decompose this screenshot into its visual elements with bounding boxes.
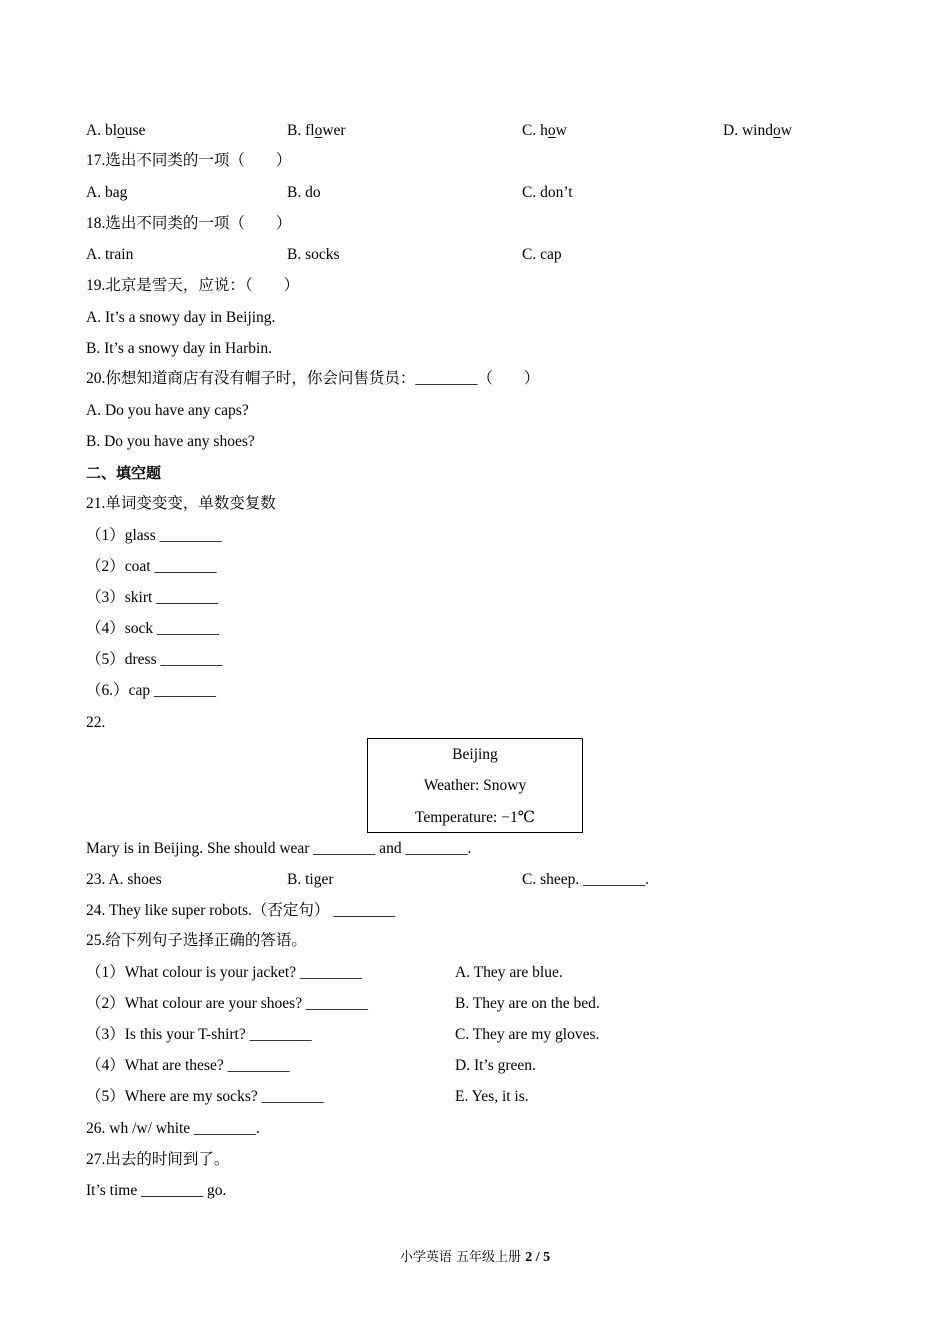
q16-option-b: B. flower — [287, 122, 346, 139]
q23-option-b: B. tiger — [287, 871, 334, 888]
weather-condition: Weather: Snowy — [423, 777, 527, 794]
q26-text: 26. wh /w/ white ________. — [86, 1120, 260, 1137]
q19-stem: 19.北京是雪天，应说：（ ） — [86, 277, 300, 294]
q17-option-a: A. bag — [86, 184, 128, 201]
q23-option-c: C. sheep. ________. — [522, 871, 650, 888]
q17-option-b: B. do — [287, 184, 321, 201]
q25-answer: D. It’s green. — [455, 1057, 536, 1074]
q25-question: （1）What colour is your jacket? ________ — [86, 964, 362, 981]
weather-city: Beijing — [452, 746, 498, 763]
q22-number: 22. — [86, 714, 106, 731]
q25-answer: C. They are my gloves. — [455, 1026, 600, 1043]
weather-temperature: Temperature: −1℃ — [414, 809, 536, 826]
q18-stem: 18.选出不同类的一项（ ） — [86, 215, 292, 232]
footer-subject: 小学英语 五年级上册 — [399, 1250, 526, 1265]
q18-option-b: B. socks — [287, 246, 340, 263]
q21-item: （5）dress ________ — [86, 651, 223, 668]
q20-option-a: A. Do you have any caps? — [86, 402, 249, 419]
page-footer — [0, 1246, 950, 1266]
q21-item: （6.）cap ________ — [86, 682, 217, 699]
q25-answer: E. Yes, it is. — [455, 1088, 529, 1105]
q21-item: （2）coat ________ — [86, 558, 217, 575]
q25-answer: B. They are on the bed. — [455, 995, 600, 1012]
q18-option-a: A. train — [86, 246, 134, 263]
q18-option-c: C. cap — [522, 246, 562, 263]
q16-option-c: C. how — [522, 122, 567, 139]
q25-question: （5）Where are my socks? ________ — [86, 1088, 324, 1105]
q25-stem: 25.给下列句子选择正确的答语。 — [86, 932, 307, 949]
q19-option-b: B. It’s a snowy day in Harbin. — [86, 340, 272, 357]
q25-answer: A. They are blue. — [455, 964, 563, 981]
q22-sentence: Mary is in Beijing. She should wear ________ and ________. — [86, 840, 472, 857]
q19-option-a: A. It’s a snowy day in Beijing. — [86, 309, 276, 326]
q20-option-b: B. Do you have any shoes? — [86, 433, 255, 450]
q17-stem: 17.选出不同类的一项（ ） — [86, 152, 292, 169]
q20-stem: 20.你想知道商店有没有帽子时，你会问售货员：________（ ） — [86, 370, 540, 387]
q17-option-c: C. don’t — [522, 184, 573, 201]
q25-question: （3）Is this your T-shirt? ________ — [86, 1026, 312, 1043]
q27-stem: 27.出去的时间到了。 — [86, 1151, 230, 1168]
q24-text: 24. They like super robots.（否定句） ________ — [86, 902, 396, 919]
q16-option-a: A. blouse — [86, 122, 146, 139]
q25-question: （2）What colour are your shoes? ________ — [86, 995, 368, 1012]
q16-option-d: D. window — [723, 122, 792, 139]
page-number: 2 / 5 — [525, 1250, 551, 1265]
q27-sentence: It’s time ________ go. — [86, 1182, 227, 1199]
q25-question: （4）What are these? ________ — [86, 1057, 290, 1074]
q21-item: （3）skirt ________ — [86, 589, 219, 606]
q21-stem: 21.单词变变变，单数变复数 — [86, 495, 276, 512]
q23-option-a: 23. A. shoes — [86, 871, 162, 888]
q21-item: （4）sock ________ — [86, 620, 220, 637]
q21-item: （1）glass ________ — [86, 527, 222, 544]
section-heading: 二、填空题 — [86, 464, 162, 482]
weather-box — [367, 738, 583, 833]
